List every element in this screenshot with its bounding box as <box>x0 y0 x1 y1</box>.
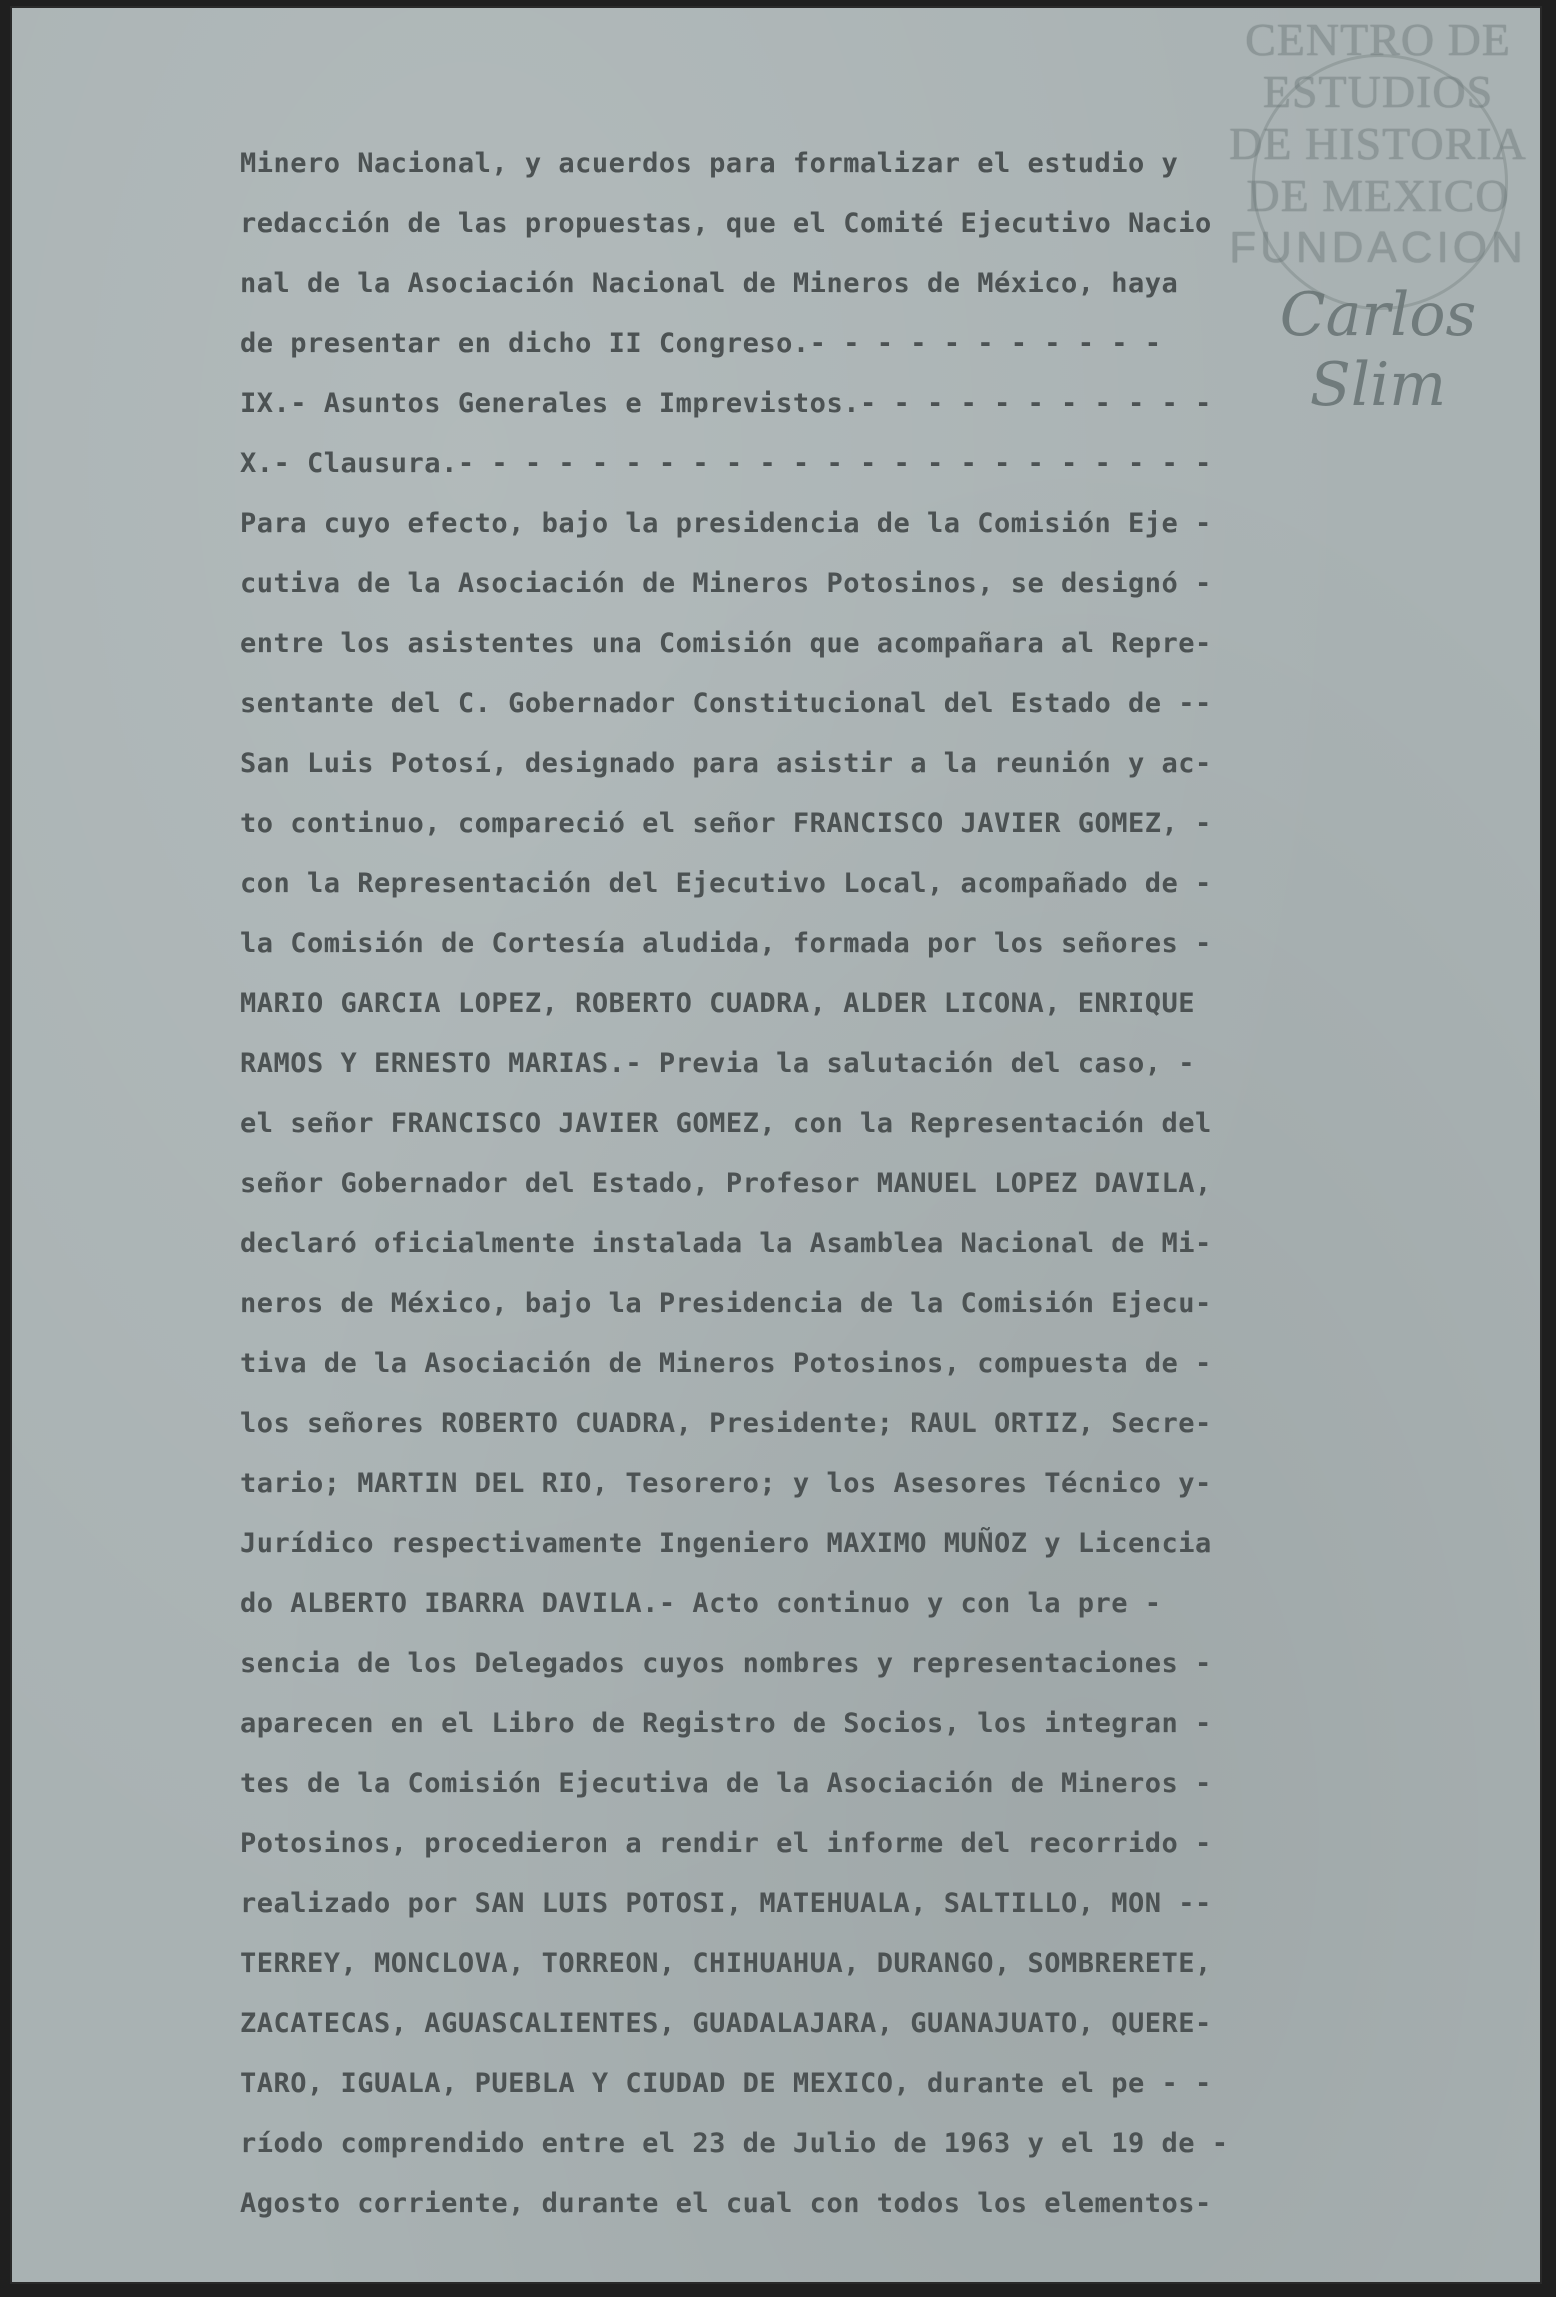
text-line: TERREY, MONCLOVA, TORREON, CHIHUAHUA, DURANGO, SOMBRERETE, <box>240 1948 1212 1979</box>
text-line: entre los asistentes una Comisión que acompañara al Repre- <box>240 628 1212 659</box>
text-line: sencia de los Delegados cuyos nombres y representaciones - <box>240 1648 1212 1679</box>
stamp-line-estudios: ESTUDIOS <box>1262 66 1494 117</box>
text-line: cutiva de la Asociación de Mineros Potosinos, se designó - <box>240 568 1212 599</box>
text-line: IX.- Asuntos Generales e Imprevistos.- - - - - - - - - - - <box>240 388 1212 419</box>
text-line: sentante del C. Gobernador Constitucional del Estado de -- <box>240 688 1212 719</box>
text-line: neros de México, bajo la Presidencia de la Comisión Ejecu- <box>240 1288 1212 1319</box>
text-line: ZACATECAS, AGUASCALIENTES, GUADALAJARA, GUANAJUATO, QUERE- <box>240 2008 1212 2039</box>
text-line: el señor FRANCISCO JAVIER GOMEZ, con la Representación del <box>240 1108 1212 1139</box>
text-line: tario; MARTIN DEL RIO, Tesorero; y los Asesores Técnico y- <box>240 1468 1212 1499</box>
text-line: la Comisión de Cortesía aludida, formada por los señores - <box>240 928 1212 959</box>
text-line: de presentar en dicho II Congreso.- - - - - - - - - - - <box>240 328 1162 359</box>
text-line: X.- Clausura.- - - - - - - - - - - - - - - - - - - - - - - <box>240 448 1212 479</box>
stamp-line-fundacion: FUNDACION <box>1229 223 1527 272</box>
stamp-signature: Carlos Slim <box>1279 280 1477 420</box>
text-line: RAMOS Y ERNESTO MARIAS.- Previa la salutación del caso, - <box>240 1048 1196 1079</box>
text-line: nal de la Asociación Nacional de Mineros de México, haya <box>240 268 1179 299</box>
text-line: to continuo, compareció el señor FRANCISCO JAVIER GOMEZ, - <box>240 808 1212 839</box>
text-line: tiva de la Asociación de Mineros Potosinos, compuesta de - <box>240 1348 1212 1379</box>
text-line: aparecen en el Libro de Registro de Socios, los integran - <box>240 1708 1212 1739</box>
text-line: tes de la Comisión Ejecutiva de la Asociación de Mineros - <box>240 1768 1212 1799</box>
text-line: Jurídico respectivamente Ingeniero MAXIMO MUÑOZ y Licencia <box>240 1528 1212 1559</box>
document-page <box>10 6 1542 2284</box>
text-line: MARIO GARCIA LOPEZ, ROBERTO CUADRA, ALDER LICONA, ENRIQUE <box>240 988 1196 1019</box>
text-line: TARO, IGUALA, PUEBLA Y CIUDAD DE MEXICO, durante el pe - - <box>240 2068 1212 2099</box>
text-line: ríodo comprendido entre el 23 de Julio de 1963 y el 19 de - <box>240 2128 1229 2159</box>
text-line: Potosinos, procedieron a rendir el informe del recorrido - <box>240 1828 1212 1859</box>
text-line: Para cuyo efecto, bajo la presidencia de la Comisión Eje - <box>240 508 1212 539</box>
typewritten-body <box>240 134 1340 2234</box>
text-line: Agosto corriente, durante el cual con todos los elementos- <box>240 2188 1212 2219</box>
text-line: redacción de las propuestas, que el Comité Ejecutivo Nacio <box>240 208 1212 239</box>
text-line: declaró oficialmente instalada la Asamblea Nacional de Mi- <box>240 1228 1212 1259</box>
text-line: con la Representación del Ejecutivo Local, acompañado de - <box>240 868 1212 899</box>
text-line: los señores ROBERTO CUADRA, Presidente; RAUL ORTIZ, Secre- <box>240 1408 1212 1439</box>
text-line: señor Gobernador del Estado, Profesor MANUEL LOPEZ DAVILA, <box>240 1168 1212 1199</box>
text-line: San Luis Potosí, designado para asistir a la reunión y ac- <box>240 748 1212 779</box>
stamp-line-historia: DE HISTORIA <box>1229 118 1527 169</box>
stamp-line-centro: CENTRO DE <box>1245 14 1511 65</box>
text-line: Minero Nacional, y acuerdos para formalizar el estudio y <box>240 148 1179 179</box>
text-line: do ALBERTO IBARRA DAVILA.- Acto continuo y con la pre - <box>240 1588 1162 1619</box>
stamp-line-mexico: DE MEXICO <box>1246 170 1510 221</box>
text-line: realizado por SAN LUIS POTOSI, MATEHUALA, SALTILLO, MON -- <box>240 1888 1212 1919</box>
